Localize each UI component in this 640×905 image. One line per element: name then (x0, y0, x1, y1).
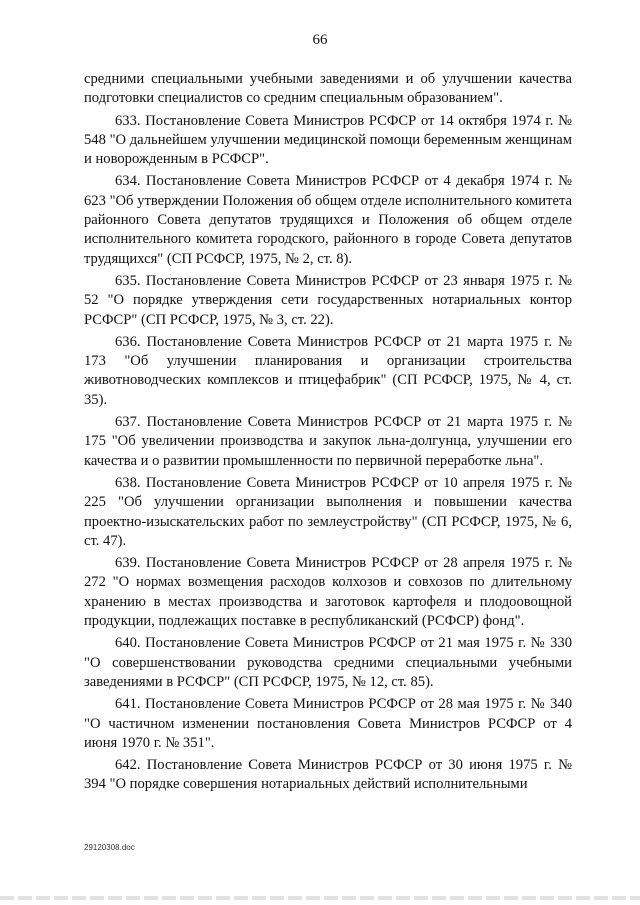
paragraph-item-641: 641. Постановление Совета Министров РСФСР от 28 мая 1975 г. № 340 "О частичном изменении постановления Совета Министров РСФСР от 4 июня 1970 г. № 351". (84, 696, 572, 751)
paragraph-item-637: 637. Постановление Совета Министров РСФСР от 21 марта 1975 г. № 175 "Об увеличении производства и закупок льна-долгунца, улучшении его качества и о развитии промышленности по первичной переработке льна". (84, 414, 572, 469)
footer-file-name: 29120308.doc (84, 843, 135, 852)
paragraph-item-636: 636. Постановление Совета Министров РСФСР от 21 марта 1975 г. № 173 "Об улучшении планирования и организации строительства животноводческих комплексов и птицефабрик" (СП РСФСР, 1975, № 4, ст. 35). (84, 333, 572, 408)
page-number: 66 (312, 32, 328, 48)
paragraph-item-635: 635. Постановление Совета Министров РСФСР от 23 января 1975 г. № 52 "О порядке утверждения сети государственных нотариальных контор РСФСР" (СП РСФСР, 1975, № 3, ст. 22). (84, 272, 572, 328)
paragraph-item-638: 638. Постановление Совета Министров РСФСР от 10 апреля 1975 г. № 225 "Об улучшении организации выполнения и повышении качества проектно-изыскательских работ по землеустройству" (СП РСФСР, 1975, № 6, ст. 47). (84, 474, 572, 549)
paragraph-item-634: 634. Постановление Совета Министров РСФСР от 4 декабря 1974 г. № 623 "Об утверждении Положения об общем отделе исполнительного комитета районного Совета депутатов трудящихся и Положения об общем отделе исполнительного комитета городского, районного в городе Совета депутатов трудящихся" (СП РСФСР, 1975, № 2, ст. 8). (84, 173, 572, 267)
paragraph-item-633: 633. Постановление Совета Министров РСФСР от 14 октября 1974 г. № 548 "О дальнейшем улучшении медицинской помощи беременным женщинам и новорожденным в РСФСР". (84, 112, 572, 168)
paragraph-item-639: 639. Постановление Совета Министров РСФСР от 28 апреля 1975 г. № 272 "О нормах возмещения расходов колхозов и совхозов по длительному хранению в местах производства и заготовок картофеля и плодоовощной продукции, подлежащих поставке в республиканский (РСФСР) фонд". (84, 555, 572, 630)
paragraph-item-640: 640. Постановление Совета Министров РСФСР от 21 мая 1975 г. № 330 "О совершенствовании руководства средними специальными учебными заведениями в РСФСР" (СП РСФСР, 1975, № 12, ст. 85). (84, 635, 572, 690)
paragraph-continuation: средними специальными учебными заведениями и об улучшении качества подготовки специалистов со средним специальным образованием". (84, 71, 572, 107)
document-body (84, 70, 572, 798)
paragraph-item-642: 642. Постановление Совета Министров РСФСР от 30 июня 1975 г. № 394 "О порядке совершения нотариальных действий исполнительными (84, 757, 572, 793)
scan-edge-artifact (0, 896, 640, 900)
